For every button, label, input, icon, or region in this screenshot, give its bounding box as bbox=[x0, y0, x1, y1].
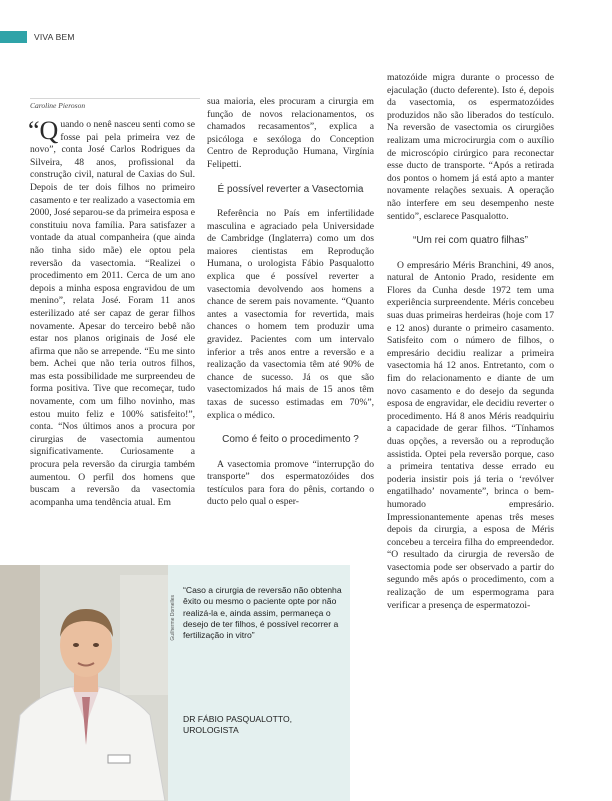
pullquote-attribution bbox=[183, 714, 343, 737]
subheading: “Um rei com quatro filhas” bbox=[412, 235, 529, 247]
paragraph: O empresário Méris Branchini, 49 anos, natural de Antonio Prado, residente em Flores da Cunha desde 1972 tem uma experiência surpreendente. Méris concebeu suas duas primeiras herdeiras (hoje com 17 e 12 anos) durante o primeiro casamento. Satisfeito com o número de filhos, o empresário decidiu realizar a primeira vasectomia há 12 anos. Entretanto, com o fim do relacionamento e diante de um novo casamento e do desejo da segunda esposa de engravidar, ele decidiu reverter o procedimento. Há 8 anos Méris readquiriu a capacidade de gerar filhos. “Tínhamos duas opções, a reversão ou a reprodução assistida. Optei pela reversão porque, caso a primeira tentativa desse errado eu poderia insistir pois já teria o ‘revólver engatilhado’ novamente”, brinca o bem-humorado empresário. Impressionantemente apenas três meses depois da cirurgia, a esposa de Méris concebeu a terceira filha do empreendedor. “O resultado da cirurgia de reversão de vasectomia pode ser observado a partir do segundo mês após o procedimento, com a realização de um espermograma para verificar a presença de espermatozoi- bbox=[387, 259, 554, 611]
intro-text: uando o nenê nasceu senti como se fosse pai pela primeira vez de novo”, conta José Carlos Rodrigues da Silveira, 48 anos, profissional da construção civil, natural de Caxias do Sul. Depois de ter dois filhos no primeiro casamento e ter realizado a vasectomia em 2000, José separou-se da primeira esposa e constituiu nova família. Para satisfazer a vontade da atual companheira (que ainda não tinha sido mãe) ele optou pela reversão da vasectomia. “Realizei o procedimento em 2011. Cerca de um ano depois a minha esposa engravidou de um menino”, relata José. Foram 11 anos esterilizado até ser capaz de gerar filhos novamente. Apesar do terceiro bebê não estar nos planos originais de José ele afirma que não se arrepende. “Eu me sinto bem. Achei que não teria outros filhos, mas esta possibilidade me surpreendeu de forma positiva. Tive que recomeçar, tudo novamente, com um filho novinho, mas estou muito feliz e 100% satisfeito!”, conta. “Nos últimos anos a procura por cirurgias de vasectomia aumentou significativamente. Curiosamente a procura pela reversão da cirurgia também aumentou. O perfil dos homens que buscam a reversão da vasectomia acompanha uma tendência atual. Em bbox=[30, 119, 195, 508]
pullquote-text: “Caso a cirurgia de reversão não obtenha êxito ou mesmo o paciente opte por não realizá-la e, ainda assim, permaneça o desejo de ter filhos, é possível recorrer a fertilização in vitro” bbox=[183, 585, 342, 641]
dropcap: “Q bbox=[28, 116, 59, 145]
column-3 bbox=[387, 72, 554, 612]
subheading: É possível reverter a Vasectomia bbox=[217, 183, 364, 195]
doctor-photo bbox=[0, 565, 168, 801]
subheading: Como é feito o procedimento ? bbox=[222, 434, 359, 446]
doctor-portrait-illustration bbox=[0, 565, 168, 801]
paragraph: matozóide migra durante o processo de ejaculação (ducto deferente). Isto é, depois da vasectomia, os espermatozóides produzidos não são liberados do testículo. Na reversão de vasectomia os cirurgiões realizam uma microcirurgia com o auxílio de microscópio cirúrgico para reconectar esse ducto de transporte. “Após a retirada dos pontos o homem já está apto a manter novamente relações sexuais. A operação não interfere em seu desempenho neste sentido”, esclarece Pasqualotto. bbox=[387, 72, 554, 222]
paragraph: Referência no País em infertilidade masculina e agraciado pela Universidade de Cambridge (Inglaterra) como um dos maiores cientistas em Reprodução Humana, o urologista Fábio Pasqualotto explica que é possível reverter a vasectomia devolvendo aos homens a chance de serem pais novamente. “Quanto antes a vasectomia for revertida, mais chances o homem tem produzir uma gravidez. Pacientes com um intervalo inferior a três anos entre a reversão e a realização da vasectomia têm até 90% de chance de sucesso. Já os que são vasectomizados há mais de 15 anos têm taxas de sucesso estimadas em 70%”, explica o médico. bbox=[207, 208, 374, 421]
photo-credit: Guilherme Dornelles bbox=[170, 595, 176, 641]
column-1 bbox=[28, 116, 195, 509]
section-color-tab bbox=[0, 31, 27, 43]
pullquote-role: UROLOGISTA bbox=[183, 725, 239, 736]
column-2 bbox=[207, 96, 374, 509]
byline: Caroline Pieroson bbox=[30, 98, 200, 110]
section-label: VIVA BEM bbox=[34, 32, 75, 42]
intro-paragraph bbox=[28, 116, 195, 509]
pullquote-name: DR FÁBIO PASQUALOTTO, bbox=[183, 714, 293, 724]
paragraph: sua maioria, eles procuram a cirurgia em função de novos relacionamentos, os chamados recasamentos”, explica a psicóloga e sexóloga do Conception Centro de Reprodução Humana, Virgínia Felipetti. bbox=[207, 96, 374, 170]
paragraph: A vasectomia promove “interrupção do transporte” dos espermatozóides dos testículos para fora do pênis, cortando o ducto pelo qual o esper- bbox=[207, 458, 374, 508]
